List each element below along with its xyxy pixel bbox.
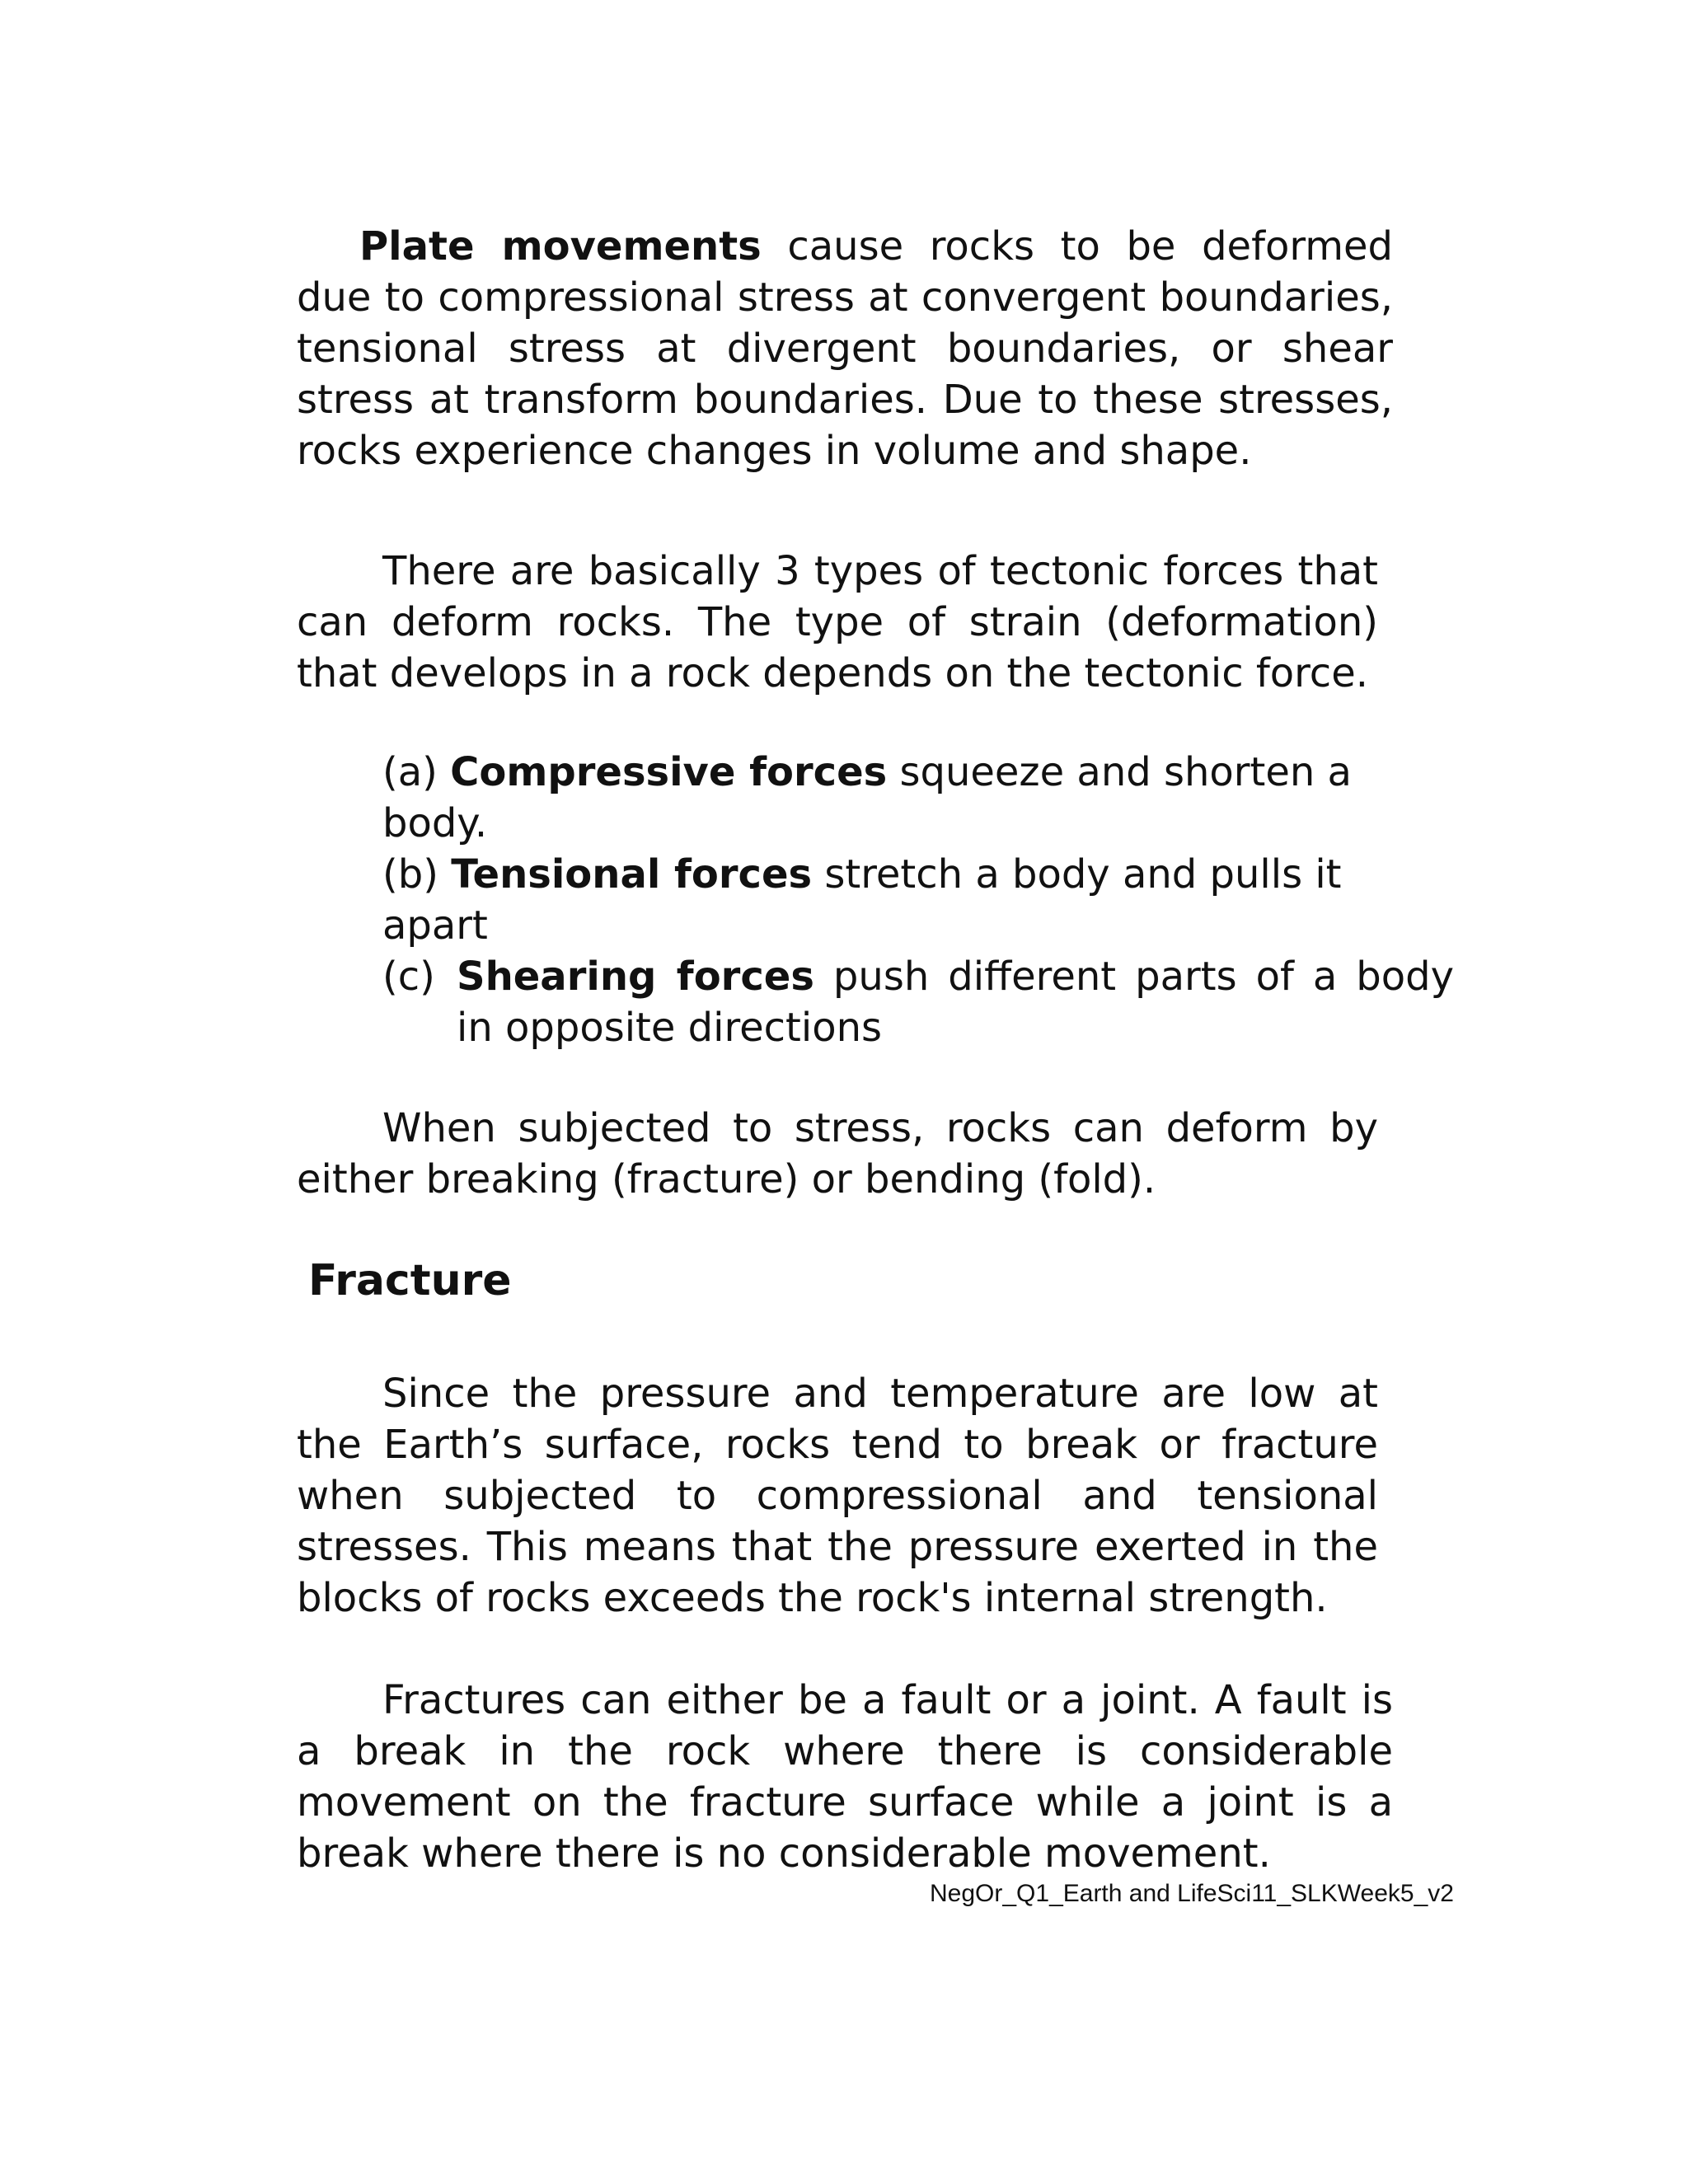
force-label: (b) [382, 851, 438, 898]
force-term: Shearing forces [457, 954, 814, 1000]
force-item-tensional [382, 849, 1396, 951]
force-label: (c) [382, 954, 435, 1000]
tectonic-forces-paragraph: There are basically 3 types of tectonic forces that can deform rocks. The type of strain (deformation) that develops in a rock depends on the tectonic force. [297, 548, 1378, 696]
force-label: (a) [382, 749, 438, 795]
plate-movements-paragraph [297, 221, 1393, 476]
fault-joint-paragraph: Fractures can either be a fault or a joint. A fault is a break in the rock where there is considerable movement on the fracture surface while a joint is a break where there is no considerable movement. [297, 1677, 1393, 1877]
document-footer: NegOr_Q1_Earth and LifeSci11_SLKWeek5_v2 [930, 1880, 1454, 1907]
plate-movements-term: Plate movements [359, 223, 762, 269]
force-description: push different parts of a body in opposite directions [457, 954, 1454, 1051]
force-item-shearing [382, 951, 1454, 1053]
force-term: Tensional forces [451, 851, 813, 898]
force-description: squeeze and shorten a body. [382, 749, 1352, 846]
plate-movements-text: cause rocks to be deformed due to compressional stress at convergent boundaries, tensional stress at divergent boundaries, or shear stress at transform boundaries. Due to these stresses, rocks experience changes in volume and shape. [297, 223, 1394, 474]
force-item-compressive [382, 747, 1396, 849]
stress-deformation-paragraph: When subjected to stress, rocks can deform by either breaking (fracture) or bending (fold). [297, 1105, 1378, 1202]
fracture-heading: Fracture [308, 1256, 512, 1305]
force-description: stretch a body and pulls it apart [382, 851, 1342, 949]
fracture-explanation-paragraph: Since the pressure and temperature are low at the Earth’s surface, rocks tend to break or fracture when subjected to compressional and tensional stresses. This means that the pressure exerted in the blocks of rocks exceeds the rock's internal strength. [297, 1371, 1378, 1621]
force-term: Compressive forces [450, 749, 888, 795]
